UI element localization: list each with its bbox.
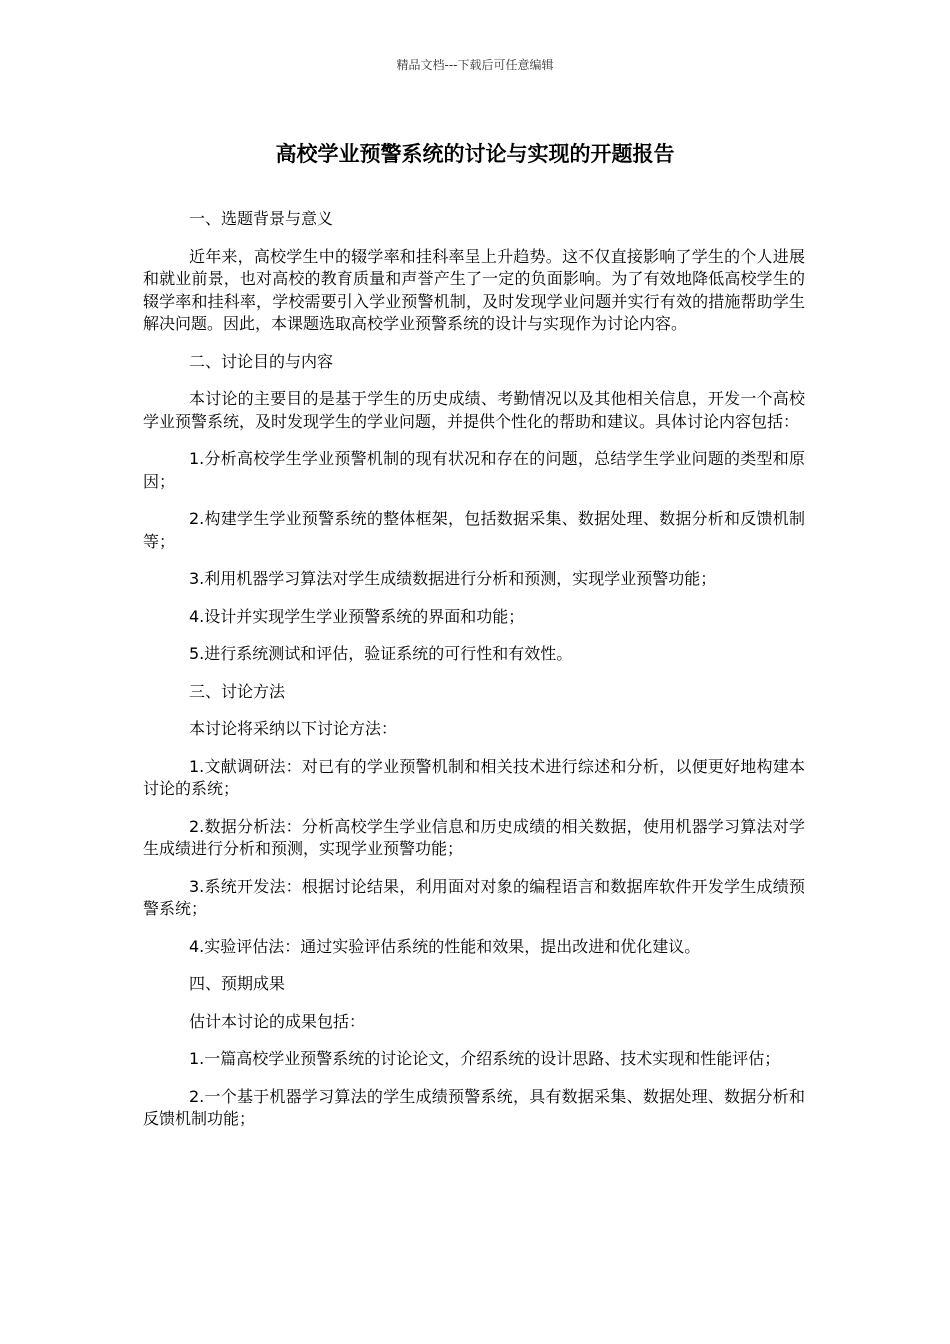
section-heading-methods: 三、讨论方法 bbox=[189, 681, 286, 701]
list-item-objective-4: 4.设计并实现学生学业预警系统的界面和功能； bbox=[189, 606, 525, 626]
header-note: 精品文档---下载后可任意编辑 bbox=[396, 58, 554, 72]
list-item-outcome-1: 1.一篇高校学业预警系统的讨论论文，介绍系统的设计思路、技术实现和性能评估； bbox=[189, 1049, 781, 1068]
section-heading-objectives: 二、讨论目的与内容 bbox=[189, 351, 334, 371]
paragraph-objectives-intro: 本讨论的主要目的是基于学生的历史成绩、考勤情况以及其他相关信息，开发一个高校学业预警系统，及时发现学生的学业问题，并提供个性化的帮助和建议。具体讨论内容包括： bbox=[143, 389, 805, 431]
list-item-method-3: 3.系统开发法：根据讨论结果，利用面对对象的编程语言和数据库软件开发学生成绩预警系统； bbox=[143, 876, 805, 918]
paragraph-methods-intro: 本讨论将采纳以下讨论方法： bbox=[189, 719, 398, 738]
paragraph-outcomes-intro: 估计本讨论的成果包括： bbox=[189, 1011, 366, 1031]
section-heading-outcomes: 四、预期成果 bbox=[189, 974, 286, 993]
list-item-outcome-2: 2.一个基于机器学习算法的学生成绩预警系统，具有数据采集、数据处理、数据分析和反馈机制功能； bbox=[143, 1086, 805, 1128]
document-body bbox=[143, 208, 805, 1146]
list-item-method-1: 1.文献调研法：对已有的学业预警机制和相关技术进行综述和分析，以便更好地构建本讨论的系统； bbox=[143, 756, 805, 798]
list-item-objective-3: 3.利用机器学习算法对学生成绩数据进行分析和预测，实现学业预警功能； bbox=[189, 569, 717, 588]
paragraph-background: 近年来，高校学生中的辍学率和挂科率呈上升趋势。这不仅直接影响了学生的个人进展和就业前景，也对高校的教育质量和声誉产生了一定的负面影响。为了有效地降低高校学生的辍学率和挂科率，学校需要引入学业预警机制，及时发现学业问题并实行有效的措施帮助学生解决问题。因此，本课题选取高校学业预警系统的设计与实现作为讨论内容。 bbox=[143, 246, 805, 333]
list-item-method-2: 2.数据分析法：分析高校学生学业信息和历史成绩的相关数据，使用机器学习算法对学生成绩进行分析和预测，实现学业预警功能； bbox=[143, 816, 805, 858]
list-item-objective-5: 5.进行系统测试和评估，验证系统的可行性和有效性。 bbox=[189, 644, 573, 663]
list-item-objective-2: 2.构建学生学业预警系统的整体框架，包括数据采集、数据处理、数据分析和反馈机制等； bbox=[143, 509, 805, 551]
list-item-method-4: 4.实验评估法：通过实验评估系统的性能和效果，提出改进和优化建议。 bbox=[189, 936, 701, 956]
section-heading-background: 一、选题背景与意义 bbox=[189, 209, 334, 228]
list-item-objective-1: 1.分析高校学生学业预警机制的现有状况和存在的问题，总结学生学业问题的类型和原因； bbox=[143, 449, 805, 491]
document-title: 高校学业预警系统的讨论与实现的开题报告 bbox=[275, 142, 675, 166]
